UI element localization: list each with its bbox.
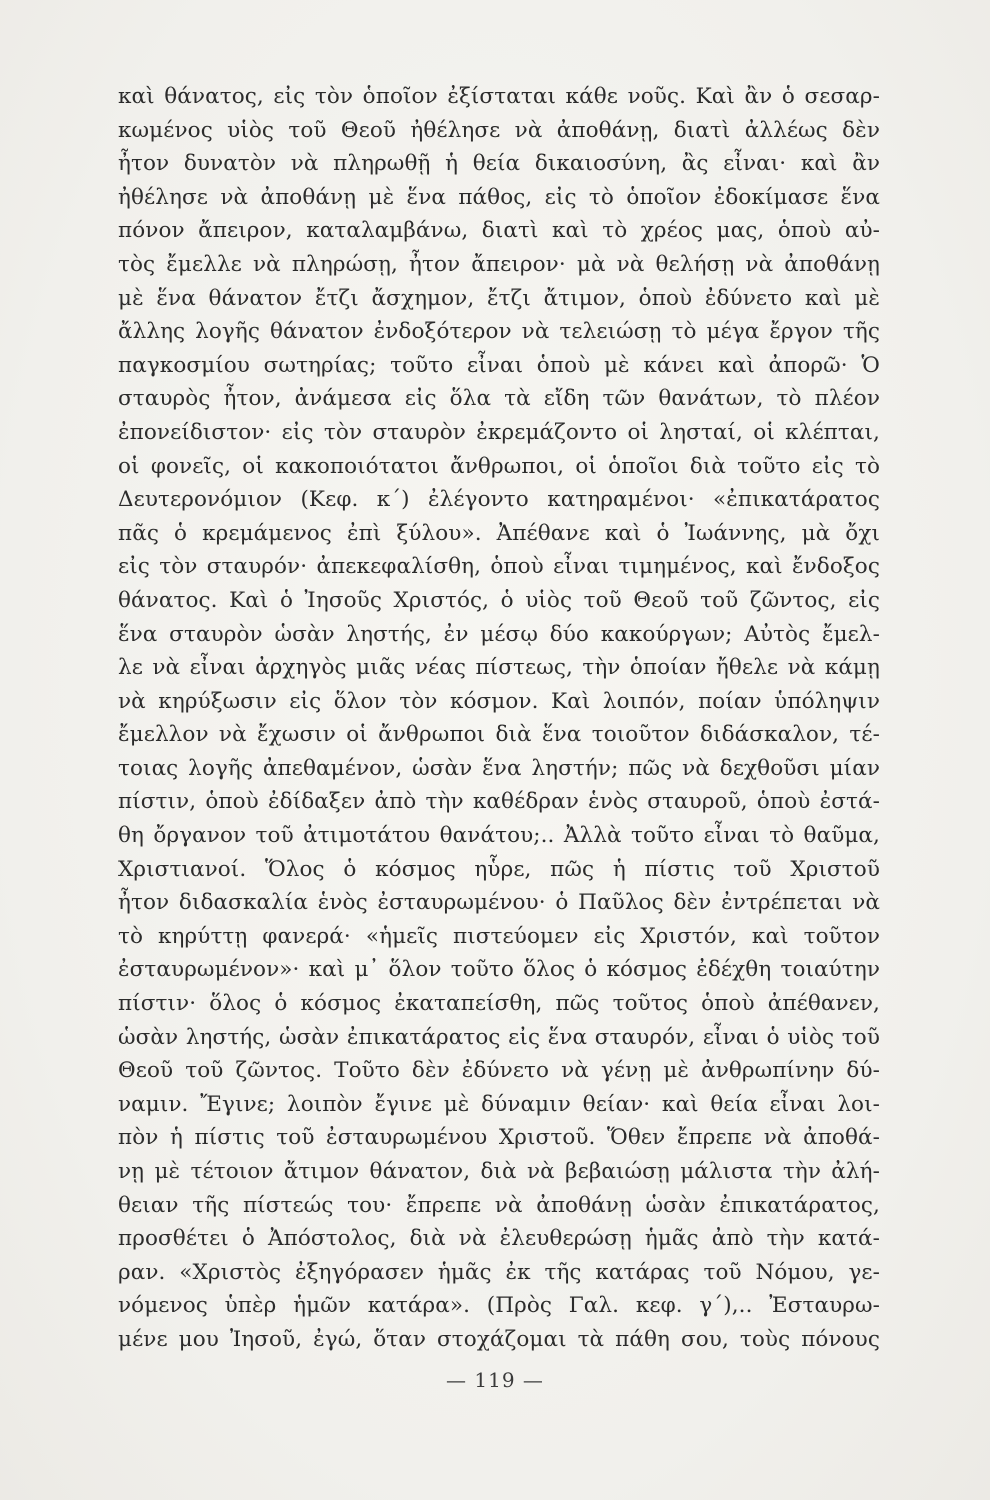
text-line: Θεοῦ τοῦ ζῶντος. Τοῦτο δὲν ἐδύνετο νὰ γένῃ μὲ ἀνθρωπίνην δύ- (118, 1058, 880, 1084)
text-line: ἦτον διδασκαλία ἑνὸς ἐσταυρωμένου· ὁ Παῦλος δὲν ἐντρέπεται νὰ (118, 890, 880, 916)
text-line: μὲ ἕνα θάνατον ἔτζι ἄσχημον, ἔτζι ἄτιμον, ὁποὺ ἐδύνετο καὶ μὲ (118, 285, 880, 311)
text-line: πόνον ἄπειρον, καταλαμβάνω, διατὶ καὶ τὸ χρέος μας, ὁποὺ αὐ- (118, 218, 880, 244)
text-line: πὸν ἡ πίστις τοῦ ἐσταυρωμένου Χριστοῦ. Ὅθεν ἔπρεπε νὰ ἀποθά- (118, 1125, 880, 1151)
text-line: θειαν τῆς πίστεώς του· ἔπρεπε νὰ ἀποθάνῃ ὡσὰν ἐπικατάρατος, (118, 1192, 880, 1218)
text-line: τὸς ἔμελλε νὰ πληρώσῃ, ἦτον ἄπειρον· μὰ νὰ θελήσῃ νὰ ἀποθάνῃ (118, 251, 880, 277)
text-line: πᾶς ὁ κρεμάμενος ἐπὶ ξύλου». Ἀπέθανε καὶ ὁ Ἰωάννης, μὰ ὄχι (118, 520, 880, 546)
text-line: ἄλλης λογῆς θάνατον ἐνδοξότερον νὰ τελειώσῃ τὸ μέγα ἔργον τῆς (118, 319, 880, 345)
page-number: — 119 — (446, 1368, 544, 1392)
text-line: Χριστιανοί. Ὅλος ὁ κόσμος ηὗρε, πῶς ἡ πίστις τοῦ Χριστοῦ (118, 856, 880, 882)
text-line: εἰς τὸν σταυρόν· ἀπεκεφαλίσθη, ὁποὺ εἶναι τιμημένος, καὶ ἔνδοξος (118, 554, 880, 580)
text-line: ἐπονείδιστον· εἰς τὸν σταυρὸν ἐκρεμάζοντο οἱ λησταί, οἱ κλέπται, (118, 419, 880, 445)
text-line: ραν. «Χριστὸς ἐξηγόρασεν ἡμᾶς ἐκ τῆς κατάρας τοῦ Νόμου, γε- (118, 1259, 880, 1285)
text-line: θη ὄργανον τοῦ ἀτιμοτάτου θανάτου;.. Ἀλλὰ τοῦτο εἶναι τὸ θαῦμα, (118, 823, 880, 849)
text-line: προσθέτει ὁ Ἀπόστολος, διὰ νὰ ἐλευθερώσῃ ἡμᾶς ἀπὸ τὴν κατά- (118, 1226, 880, 1252)
text-line: πίστιν· ὅλος ὁ κόσμος ἐκαταπείσθη, πῶς τοῦτος ὁποὺ ἀπέθανεν, (118, 991, 880, 1017)
text-line: ἔμελλον νὰ ἔχωσιν οἱ ἄνθρωποι διὰ ἕνα τοιοῦτον διδάσκαλον, τέ- (118, 722, 880, 748)
text-line: ἦτον δυνατὸν νὰ πληρωθῇ ἡ θεία δικαιοσύνη, ἂς εἶναι· καὶ ἂν (118, 151, 880, 177)
text-line: ἕνα σταυρὸν ὡσὰν ληστής, ἐν μέσῳ δύο κακούργων; Αὐτὸς ἔμελ- (118, 621, 880, 647)
text-line: μένε μου Ἰησοῦ, ἐγώ, ὅταν στοχάζομαι τὰ πάθη σου, τοὺς πόνους (118, 1326, 880, 1352)
body-text (118, 80, 880, 1357)
text-line: λε νὰ εἶναι ἀρχηγὸς μιᾶς νέας πίστεως, τὴν ὁποίαν ἤθελε νὰ κάμῃ (118, 655, 880, 681)
text-line: ὡσὰν ληστής, ὡσὰν ἐπικατάρατος εἰς ἕνα σταυρόν, εἶναι ὁ υἱὸς τοῦ (118, 1024, 880, 1050)
text-line: ναμιν. Ἔγινε; λοιπὸν ἔγινε μὲ δύναμιν θείαν· καὶ θεία εἶναι λοι- (118, 1091, 880, 1117)
text-line: τὸ κηρύττῃ φανερά· «ἡμεῖς πιστεύομεν εἰς Χριστόν, καὶ τοῦτον (118, 923, 880, 949)
text-line: πίστιν, ὁποὺ ἐδίδαξεν ἀπὸ τὴν καθέδραν ἑνὸς σταυροῦ, ὁποὺ ἐστά- (118, 789, 880, 815)
text-line: νῃ μὲ τέτοιον ἄτιμον θάνατον, διὰ νὰ βεβαιώσῃ μάλιστα τὴν ἀλή- (118, 1159, 880, 1184)
text-line: τοιας λογῆς ἀπεθαμένον, ὡσὰν ἕνα ληστήν; πῶς νὰ δεχθοῦσι μίαν (118, 755, 880, 781)
text-line: κωμένος υἱὸς τοῦ Θεοῦ ἠθέλησε νὰ ἀποθάνῃ, διατὶ ἀλλέως δὲν (118, 117, 880, 143)
text-line: σταυρὸς ἦτον, ἀνάμεσα εἰς ὅλα τὰ εἴδη τῶν θανάτων, τὸ πλέον (118, 386, 880, 412)
text-line: οἱ φονεῖς, οἱ κακοποιότατοι ἄνθρωποι, οἱ ὁποῖοι διὰ τοῦτο εἰς τὸ (118, 453, 880, 479)
text-line: παγκοσμίου σωτηρίας; τοῦτο εἶναι ὁποὺ μὲ κάνει καὶ ἀπορῶ· Ὁ (118, 352, 880, 378)
text-line: θάνατος. Καὶ ὁ Ἰησοῦς Χριστός, ὁ υἱὸς τοῦ Θεοῦ τοῦ ζῶντος, εἰς (118, 587, 880, 613)
text-line: νὰ κηρύξωσιν εἰς ὅλον τὸν κόσμον. Καὶ λοιπόν, ποίαν ὑπόληψιν (118, 688, 880, 714)
text-line: ἐσταυρωμένον»· καὶ μ᾽ ὅλον τοῦτο ὅλος ὁ κόσμος ἐδέχθη τοιαύτην (118, 957, 880, 983)
text-line: Δευτερονόμιον (Κεφ. κ΄) ἐλέγοντο κατηραμένοι· «ἐπικατάρατος (118, 487, 880, 513)
text-line: καὶ θάνατος, εἰς τὸν ὁποῖον ἐξίσταται κάθε νοῦς. Καὶ ἂν ὁ σεσαρ- (118, 84, 880, 109)
text-line: ἠθέλησε νὰ ἀποθάνῃ μὲ ἕνα πάθος, εἰς τὸ ὁποῖον ἐδοκίμασε ἕνα (118, 184, 880, 210)
text-line: νόμενος ὑπὲρ ἡμῶν κατάρα». (Πρὸς Γαλ. κεφ. γ΄),.. Ἐσταυρω- (118, 1293, 880, 1319)
